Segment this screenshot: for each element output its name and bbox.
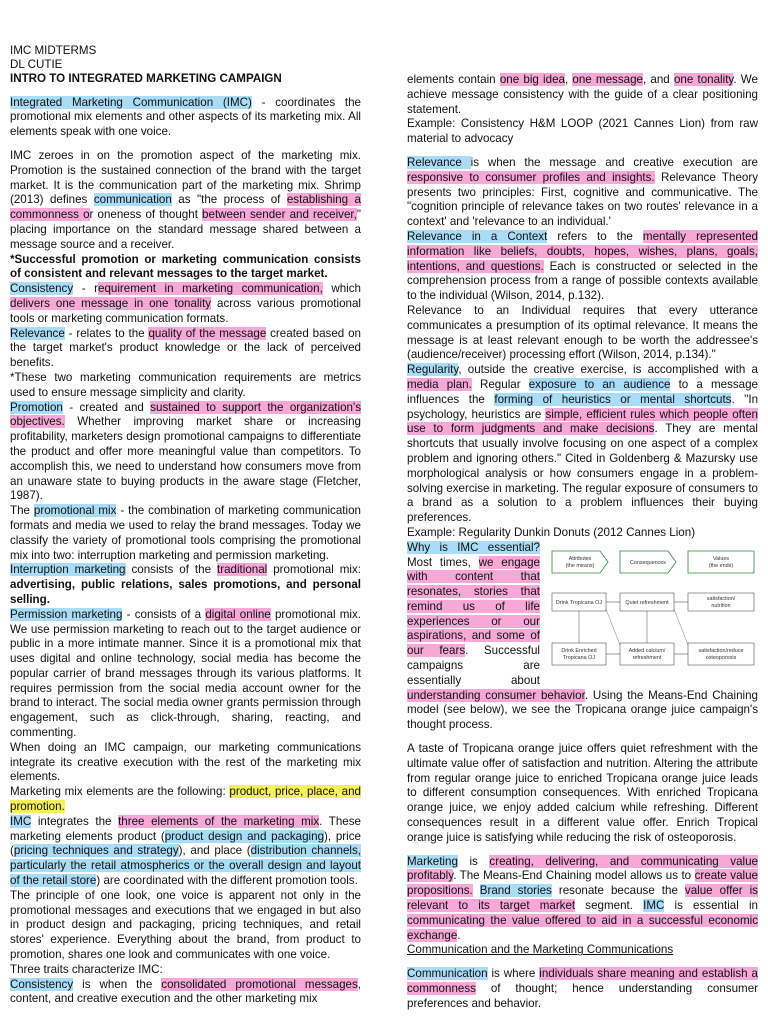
paragraph-example-consistency: Example: Consistency H&M LOOP (2021 Cannes Lion) from raw material to advocacy [407,117,758,146]
paragraph-tropicana: A taste of Tropicana orange juice offers quiet refreshment with the ultimate value offer of satisfaction and nutrition. Altering the attribute from regular orange juice to enriched Tropicana orange juice leads to different consumption consequences. With enriched Tropicana orange juice, we enjoy added calcium while refreshing. Different consequences result in a different value offer. Enrich Tropical orange juice is satisfying while reducing the risk of osteoporosis. [407,742,758,844]
paragraph-imc-integrates: IMC integrates the three elements of the marketing mix. These marketing elements product (product design and packaging), price (pricing techniques and strategy), and place (distribution channels, particularly the retail atmospherics or the overall design and layout of the retail store) are coordinated with the different promotion tools. [10,814,362,888]
diagram-header-values-sub: (the ends) [708,562,734,569]
paragraph-communication: Communication is where individuals share meaning and establish a commonness of thought; hence understanding consumer preferences and behavior. [407,967,758,1010]
doc-header-line1: IMC MIDTERMS [10,44,97,57]
diagram-value-2: satisfaction/reduce [698,647,744,654]
diagram-consequence-2: Added calcium/ [628,647,666,654]
paragraph-relevance-individual: Relevance to an Individual requires that every utterance communicates a presumption of its optimal relevance. It means the message is at least relevant enough to be worth the addressee's (audience/receiver) processing effort (Wilson, 2014, p.134)." [407,303,758,362]
paragraph-marketing-definition: Marketing is creating, delivering, and communicating value profitably. The Means-End Chaining model allows us to create value propositions. Brand stories resonate because the value offer is relevant to its target market segment. IMC is essential in communicating the value offered to aid in a successful economic exchange. [407,854,758,942]
paragraph-relevance-trait: Relevance is when the message and creative execution are responsive to consumer profiles and insights. Relevance Theory presents two principles: First, cognitive and communicative. The "cognition principle of relevance takes on two routes' relevance in a context' and 'relevance to an individual.' [407,155,758,229]
paragraph-interruption-marketing: Interruption marketing consists of the traditional promotional mix: advertising, public relations, sales promotions, and personal selling. [10,563,361,606]
paragraph-successful-promotion: *Successful promotion or marketing communication consists of consistent and relevant messages to the target market. [10,252,361,281]
paragraph-consistency: Consistency - requirement in marketing communication, which delivers one message in one tonality across various promotional tools or marketing communication formats. [10,282,362,325]
section-heading-communication: Communication and the Marketing Communications [407,943,674,957]
paragraph-marketing-mix: Marketing mix elements are the following: product, price, place, and promotion. [10,785,362,814]
paragraph-why-imc-essential: Why is IMC essential? Most times, we engage with content that resonates, stories that remind us of life experiences or our aspirations, and some of our fears. Successful campaigns are essentially about understanding consumer behavior. Using the Means-End Chaining model (see below), we see the Tropicana orange juice campaign's thought process. [407,540,758,732]
diagram-value-2-sub: osteoporosis [705,654,737,661]
diagram-header-values: Values [712,555,730,562]
paragraph-imc-definition: Integrated Marketing Communication (IMC) - coordinates the promotional mix elements and other aspects of its marketing mix. All elements speak with one voice. [10,95,361,139]
paragraph-example-regularity: Example: Regularity Dunkin Donuts (2012 Cannes Lion) [407,525,696,539]
diagram-attribute-2: Drink Enriched [561,647,597,654]
paragraph-relevance-context: Relevance in a Context refers to the mentally represented information like beliefs, doubts, hopes, wishes, plans, goals, intentions, and questions. Each is constructed or selected in the comprehension process from a range of possible contexts available to the individual (Wilson, 2014, p.132). [407,229,758,303]
paragraph-imc-campaign: When doing an IMC campaign, our marketing communications integrate its creative execution with the rest of the marketing mix elements. [10,740,361,784]
paragraph-relevance: Relevance - relates to the quality of the message created based on the target market's product knowledge or the lack of perceived benefits. [10,326,361,370]
left-column [10,44,361,1007]
diagram-value-1-sub: nutrition [711,602,731,609]
paragraph-imc-promotion: IMC zeroes in on the promotion aspect of the marketing mix. Promotion is the sustained connection of the brand with the target market. It is the communication part of the marketing mix. Shrimp (2013) defines communication as "the process of establishing a commonness or oneness of thought between sender and receiver," placing importance on the standard message shared between a message source and a receiver. [10,149,361,251]
diagram-header-attributes: Attributes [568,555,592,562]
diagram-value-1: satisfaction/ [706,595,736,602]
paragraph-promotional-mix: The promotional mix - the combination of marketing communication formats and media we used to relay the brand messages. Today we classify the variety of promotional tools comprising the promotional mix into two: interruption marketing and permission marketing. [10,504,361,562]
doc-title: INTRO TO INTEGRATED MARKETING CAMPAIGN [10,72,282,86]
diagram-header-consequences: Consequences [630,559,666,566]
paragraph-three-traits: Three traits characterize IMC: [10,962,163,976]
doc-header-line2: DL CUTIE [10,58,63,72]
right-column [407,73,758,1012]
paragraph-regularity: Regularity, outside the creative exercise, is accomplished with a media plan. Regular exposure to an audience to a message influences the forming of heuristics or mental shortcuts. "In psychology, heuristics are simple, efficient rules which people often use to form judgments and make decisions. They are mental shortcuts that usually involve focusing on one aspect of a complex problem and ignoring others." Cited in Goldenberg & Mazursky use morphological analysis or how consumers engage in a problem-solving exercise in marketing. The regular exposure of consumers to a brand as a solution to a problem influences their buying preferences. [407,363,759,525]
means-end-chain-diagram [548,547,758,673]
diagram-consequence-2-sub: refreshment [632,654,662,661]
paragraph-promotion: Promotion - created and sustained to support the organization's objectives. Whether improving market share or increasing profitability, marketers design promotional campaigns to differentiate the product and offer more meaningful value than competitors. To accomplish this, we need to understand how consumers move from an unaware state to buying products in the aware stage (Fletcher, 1987). [10,400,361,503]
diagram-consequence-1: Quiet refreshment [625,599,669,606]
diagram-attribute-1: Drink Tropicana OJ [555,599,603,606]
paragraph-consistency-continued: elements contain one big idea, one message, and one tonality. We achieve message consistency with the guide of a clear positioning statement. [407,73,758,116]
paragraph-consistency-trait: Consistency is when the consolidated promotional messages, content, and creative execution and the other marketing mix [10,977,361,1006]
paragraph-permission-marketing: Permission marketing - consists of a digital online promotional mix. We use permission marketing to reach out to the target audience or public in a more intimate manner. Since it is a promotional mix that uses digital and online technology, social media has become the popular carrier of brand messages through its various platforms. It requires permission from the social media account owner for the brand to interact. The social media owner grants permission through engagement, such as click-through, sharing, reacting, and commenting. [10,607,361,740]
diagram-attribute-2-sub: Tropicana OJ [562,654,596,661]
paragraph-one-look-one-voice: The principle of one look, one voice is apparent not only in the promotional messages and executions that we engaged in but also in product design and packaging, pricing techniques, and retail stores' experience. Everything about the brand, from product to promotion, shares one look and communicates with one voice. [10,888,361,962]
paragraph-requirements-note: *These two marketing communication requirements are metrics used to ensure message simplicity and clarity. [10,370,361,399]
diagram-header-attributes-sub: (the means) [565,562,595,569]
